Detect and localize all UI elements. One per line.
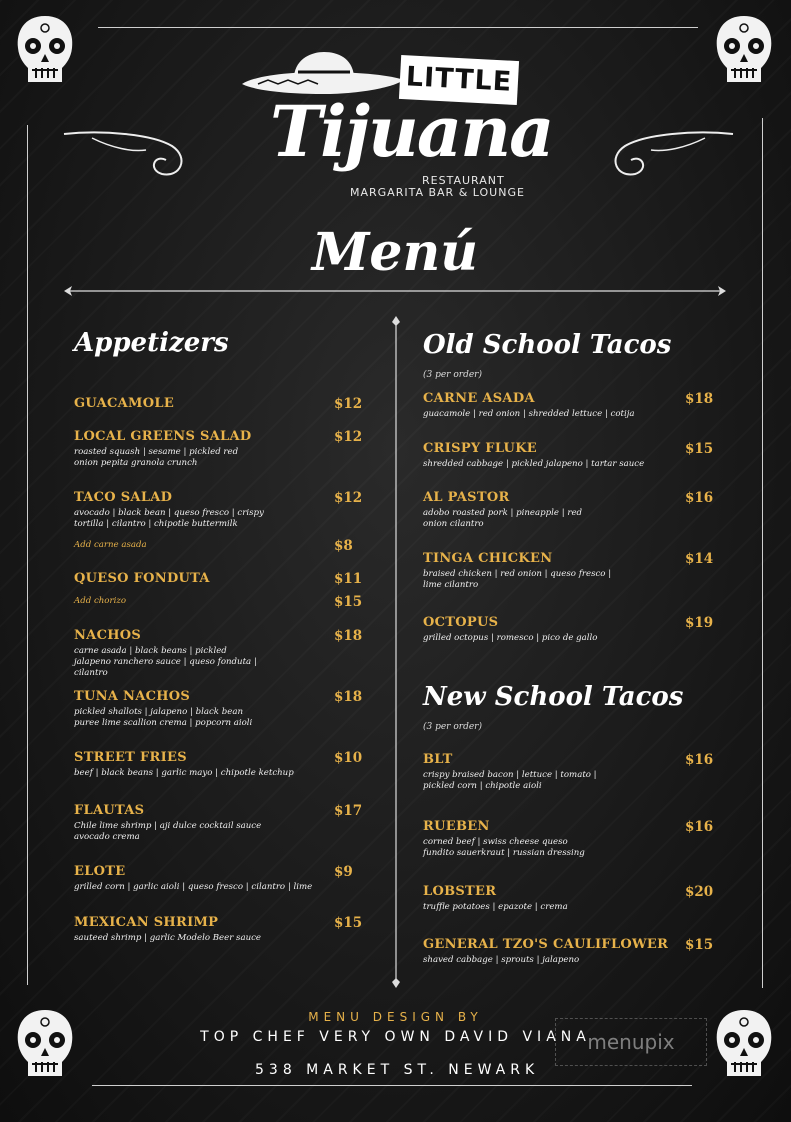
addon-label: Add chorizo [74, 596, 127, 606]
item-name: BLT [423, 752, 453, 767]
arrow-divider [62, 284, 728, 298]
item-description: adobo roasted pork | pineapple | red onion cilantro [423, 508, 583, 529]
item-description: shredded cabbage | pickled jalapeno | tartar sauce [423, 459, 645, 469]
item-name: TINGA CHICKEN [423, 551, 553, 566]
new-school-tacos-title: New School Tacos [423, 682, 684, 712]
item-price: $18 [334, 628, 363, 644]
item-price: $15 [685, 441, 714, 457]
item-name: CRISPY FLUKE [423, 441, 538, 456]
item-description: beef | black beans | garlic mayo | chipotle ketchup [74, 768, 294, 778]
item-price: $20 [685, 884, 714, 900]
item-name: MEXICAN SHRIMP [74, 915, 219, 930]
item-name: NACHOS [74, 628, 142, 643]
item-price: $12 [334, 429, 363, 445]
item-price: $12 [334, 490, 363, 506]
brand-subtitle-bar: MARGARITA BAR & LOUNGE [350, 186, 525, 199]
item-name: STREET FRIES [74, 750, 187, 765]
item-description: braised chicken | red onion | queso fresco | lime cilantro [423, 569, 612, 590]
item-price: $12 [334, 396, 363, 412]
item-name: AL PASTOR [423, 490, 510, 505]
item-price: $18 [685, 391, 714, 407]
item-price: $10 [334, 750, 363, 766]
item-name: TUNA NACHOS [74, 689, 191, 704]
item-name: RUEBEN [423, 819, 490, 834]
item-name: QUESO FONDUTA [74, 571, 210, 586]
item-name: GUACAMOLE [74, 396, 175, 411]
item-name: LOCAL GREENS SALAD [74, 429, 252, 444]
item-description: shaved cabbage | sprouts | jalapeno [423, 955, 580, 965]
watermark: menupix [555, 1018, 707, 1066]
footer-address: 538 MARKET ST. NEWARK [255, 1062, 540, 1078]
item-description: guacamole | red onion | shredded lettuce | cotija [423, 409, 635, 419]
item-description: carne asada | black beans | pickled jalapeno ranchero sauce | queso fonduta | cilantro [74, 646, 257, 678]
top-border-line [98, 27, 698, 28]
item-name: LOBSTER [423, 884, 497, 899]
item-description: roasted squash | sesame | pickled red onion pepita granola crunch [74, 447, 239, 468]
item-description: avocado | black bean | queso fresco | crispy tortilla | cilantro | chipotle buttermilk [74, 508, 264, 529]
item-name: GENERAL TZO'S CAULIFLOWER [423, 937, 669, 952]
brand-name: Tijuana [270, 90, 553, 173]
old-school-note: (3 per order) [423, 370, 482, 380]
flourish-right-icon [605, 128, 735, 188]
left-border-line [27, 125, 28, 985]
item-price: $18 [334, 689, 363, 705]
item-description: truffle potatoes | epazote | crema [423, 902, 568, 912]
footer-design-by: MENU DESIGN BY [308, 1010, 483, 1024]
new-school-note: (3 per order) [423, 722, 482, 732]
item-price: $19 [685, 615, 714, 631]
item-price: $16 [685, 819, 714, 835]
item-name: OCTOPUS [423, 615, 499, 630]
item-description: grilled octopus | romesco | pico de gallo [423, 633, 598, 643]
item-name: CARNE ASADA [423, 391, 535, 406]
menu-title: Menú [311, 222, 479, 283]
flourish-left-icon [62, 128, 192, 188]
right-border-line [762, 118, 763, 988]
item-description: sauteed shrimp | garlic Modelo Beer sauce [74, 933, 262, 943]
bottom-border-line [92, 1085, 692, 1086]
item-description: crispy braised bacon | lettuce | tomato | pickled corn | chipotle aioli [423, 770, 597, 791]
item-price: $17 [334, 803, 363, 819]
item-description: pickled shallots | jalapeno | black bean puree lime scallion crema | popcorn aioli [74, 707, 253, 728]
addon-price: $8 [334, 538, 353, 554]
item-price: $9 [334, 864, 353, 880]
item-name: TACO SALAD [74, 490, 173, 505]
sugar-skull-icon [711, 12, 777, 92]
item-name: FLAUTAS [74, 803, 145, 818]
item-description: corned beef | swiss cheese queso fundito sauerkraut | russian dressing [423, 837, 585, 858]
brand-little-badge: LITTLE [399, 55, 519, 105]
item-description: Chile lime shrimp | aji dulce cocktail sauce avocado crema [74, 821, 262, 842]
item-price: $15 [334, 915, 363, 931]
item-name: ELOTE [74, 864, 126, 879]
item-price: $11 [334, 571, 363, 587]
addon-price: $15 [334, 594, 363, 610]
item-price: $16 [685, 490, 714, 506]
old-school-tacos-title: Old School Tacos [423, 330, 672, 360]
footer-designer: TOP CHEF VERY OWN DAVID VIANA [200, 1029, 591, 1045]
item-price: $14 [685, 551, 714, 567]
item-price: $15 [685, 937, 714, 953]
appetizers-title: Appetizers [74, 328, 229, 358]
item-price: $16 [685, 752, 714, 768]
sugar-skull-icon [12, 12, 78, 92]
item-description: grilled corn | garlic aioli | queso fresco | cilantro | lime [74, 882, 313, 892]
addon-label: Add carne asada [74, 540, 147, 550]
column-divider [389, 316, 403, 988]
brand-subtitle-restaurant: RESTAURANT [422, 174, 505, 187]
